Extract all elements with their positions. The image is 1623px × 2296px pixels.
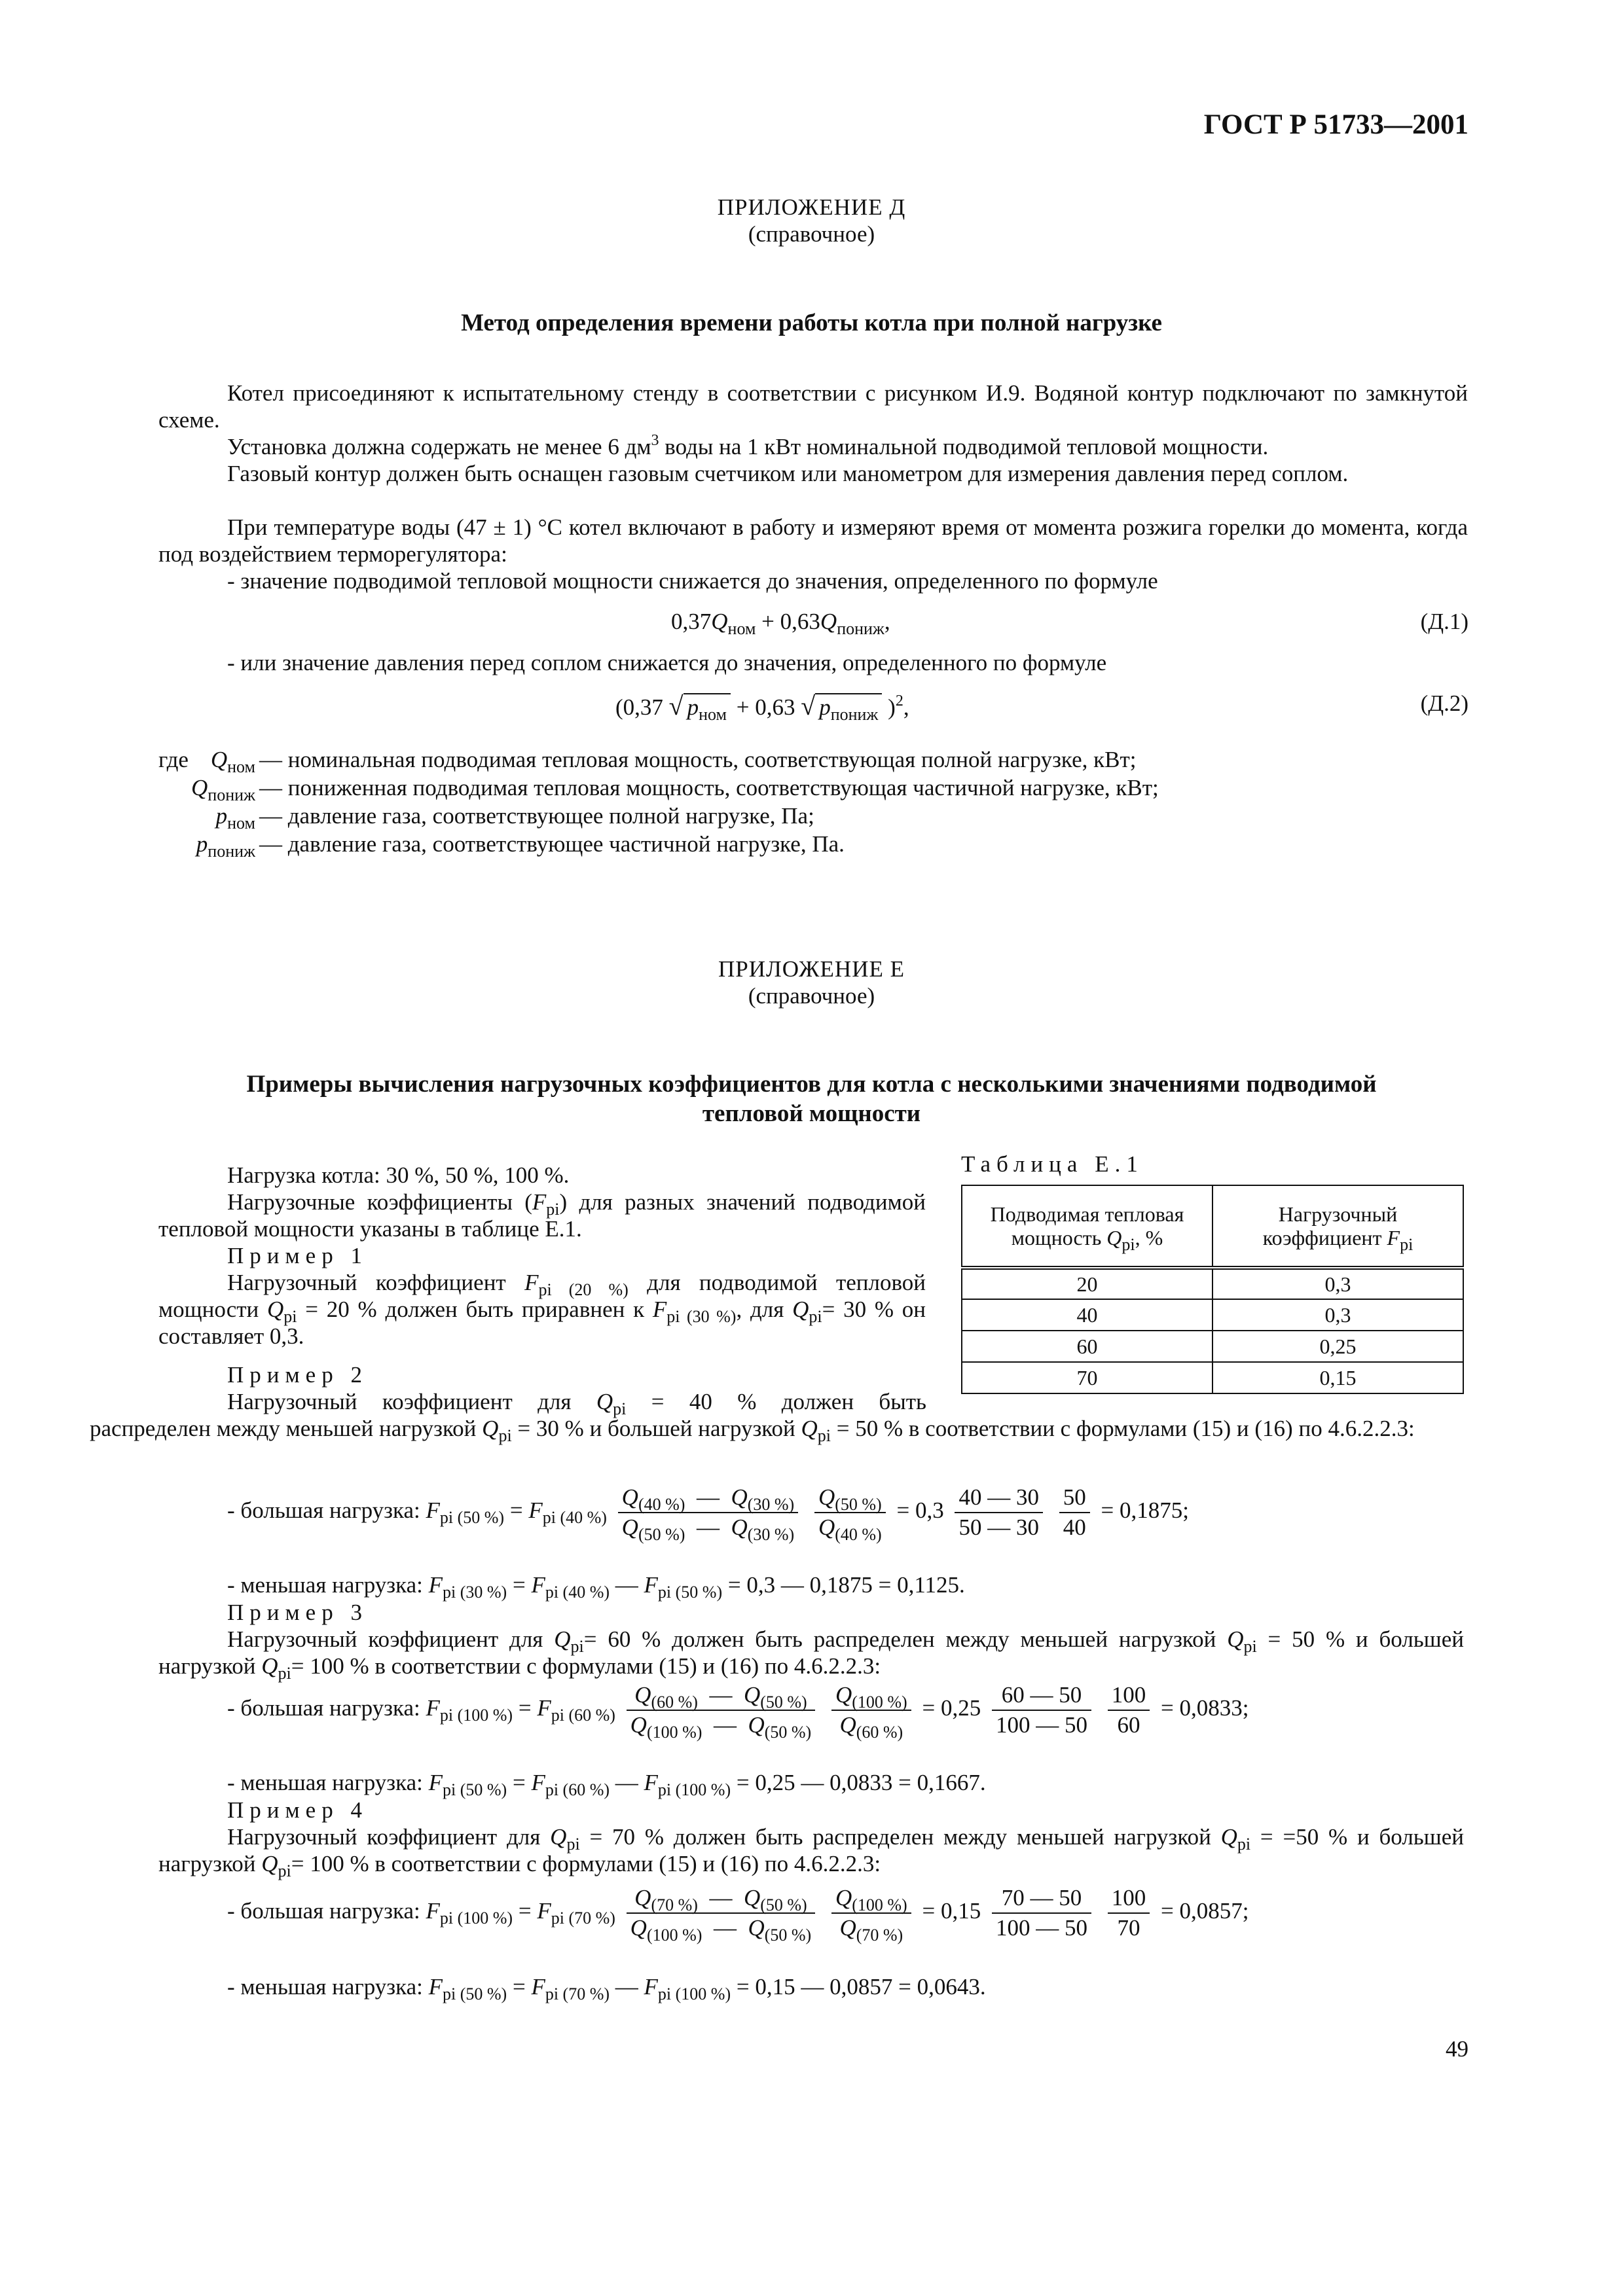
ex1-q1-sub: pi [283,1307,297,1326]
ex3-big-frac2-den [831,1711,911,1742]
formula-d1-coef-b: + 0,63 [761,609,820,634]
example-3-text [158,1626,1464,1683]
ex3-big-frac4-den: 60 [1117,1712,1140,1738]
def-sub: ном [227,757,255,776]
formula-d2-end: , [903,694,909,720]
f-sub: pi (50 %) [657,1583,723,1602]
f: F [644,1572,658,1598]
ex2-big-k: = 0,3 [896,1498,944,1524]
f: F [531,1974,545,2000]
table-header-power [962,1185,1213,1268]
table-cell-coef: 0,3 [1213,1299,1463,1331]
ex1-b: для подводимой тепловой мощности [158,1270,926,1322]
ex2-c: = 30 % и большей нагрузкой [511,1416,801,1441]
appendix-d-paragraph-3 [158,460,1468,487]
formula-d1-sub1: ном [727,619,756,638]
ex1-q2-sub: pi [809,1307,822,1326]
definition-text: — давление газа, соответствующее полной нагрузке, Па; [259,803,814,829]
ex2-q2-sub: pi [498,1426,512,1445]
th-coef-line2: коэффициент [1262,1226,1387,1249]
ex4-big-frac4 [1108,1885,1150,1941]
table-row [962,1331,1463,1362]
p2-text-a: Установка должна содержать не менее 6 дм [227,434,651,459]
formula-d1-end: , [884,609,890,634]
ex4-big-frac4-den: 70 [1117,1915,1140,1941]
ex4-big-frac3-den: 100 — 50 [995,1915,1087,1941]
ex4-big-equation: - большая нагрузка: $F_{pi (100 \%)} = F_{pi (70 \%)}$ $\frac{Q_{(70 \%)} — Q_{(50 \%)}}{Q_{(100 \%)} — Q_{(50 \%)}}$ $\frac{Q_{(100 \%)}}{Q_{(70 \%)}}$ = 0,15 $\frac{70 — 50}{100 — 50}$ $\frac{100}{70}$ = 0,0857; [227,1885,1249,1945]
ex4-big-label: - большая нагрузка: [227,1898,420,1924]
ex4-q3-sub: pi [278,1861,291,1880]
f-sub: pi (70 %) [551,1909,615,1928]
ex3-q1: Q [554,1626,571,1652]
f-sub: pi (100 %) [439,1909,513,1928]
q: Q [839,1712,856,1738]
formula-d2-p1: p [687,694,699,720]
ex3-big-frac3 [992,1682,1091,1738]
ex2-q3-sub: pi [817,1426,831,1445]
example-2-title: Пример 2 [227,1362,368,1388]
ex4-big-frac2-den [831,1914,911,1945]
th-power-line1: Подводимая тепловая [990,1202,1184,1226]
q: Q [748,1712,765,1738]
formula-d1-label: (Д.1) [1420,609,1468,634]
ex4-q3: Q [261,1851,278,1876]
ex4-small-equation: - меньшая нагрузка: $F_{pi (50 \%)} = F_{pi (70 \%)}$ — $F_{pi (100 \%)} = 0,15$ — 0,0857 = 0,0643. [227,1974,986,2003]
f: F [428,1770,443,1795]
ex3-q2-sub: pi [1243,1637,1257,1656]
coef-f-sub: pi [546,1200,560,1219]
ex3-q2: Q [1227,1626,1244,1652]
sqrt-icon: √ [801,691,816,721]
ex3-small-label: - меньшая нагрузка: [227,1770,423,1795]
ex1-c: = 20 % должен быть приравнен к [297,1297,653,1322]
ex2-big-f1: F [426,1498,440,1524]
q: Q [630,1712,647,1738]
ex4-d: = 100 % в соответствии с формулами (15) и (16) по 4.6.2.2.3: [291,1851,881,1876]
f-sub: pi (50 %) [442,1984,507,2003]
table-header-coef [1213,1185,1463,1268]
ex4-big-frac1 [627,1885,816,1945]
ex4-small-label: - меньшая нагрузка: [227,1974,423,2000]
q-sub: (50 %) [764,1926,812,1945]
appendix-e-subtitle: (справочное) [748,983,875,1009]
ex3-a: Нагрузочный коэффициент для [227,1626,555,1652]
q: Q [731,1484,748,1510]
formula-d2 [615,691,909,724]
ex3-big-label: - большая нагрузка: [227,1695,420,1721]
appendix-e-heading-1: Примеры вычисления нагрузочных коэффициентов для котла с несколькими значениями подводимой [246,1071,1377,1098]
q-sub: (100 %) [852,1693,907,1712]
ex3-small-result: = 0,25 — 0,0833 = 0,1667. [736,1770,986,1795]
appendix-d-paragraph-2 [227,433,1268,460]
ex4-c: = =50 % и большей нагрузкой [158,1824,1464,1876]
example-2-text [90,1388,1464,1445]
th-power-unit: , % [1135,1226,1163,1249]
coef-text-b: ) для разных значений подводимой тепловой мощности указаны в таблице Е.1. [158,1189,926,1242]
q: Q [630,1915,647,1941]
f-sub: pi (100 %) [439,1706,513,1725]
th-f: F [1387,1226,1400,1249]
def-sym: p [196,831,208,857]
q: Q [731,1515,748,1540]
q: Q [748,1915,765,1941]
ex3-q1-sub: pi [570,1637,584,1656]
f-sub: pi (60 %) [551,1706,615,1725]
ex2-big-frac4-den: 40 [1063,1515,1086,1540]
definition-text: — пониженная подводимая тепловая мощность, соответствующая частичной нагрузке, кВт; [259,775,1159,800]
definition-symbol [215,802,255,833]
def-sub: ном [227,814,255,833]
formula-d2-power: 2 [895,692,903,709]
sqrt-icon: √ [668,691,684,721]
ex4-big-frac4-num: 100 [1108,1885,1150,1914]
ex3-big-frac3-num: 60 — 50 [992,1682,1091,1711]
q-sub: (50 %) [638,1525,685,1544]
q-sub: (100 %) [852,1895,907,1914]
ex2-big-f1-sub: pi (50 %) [439,1508,505,1528]
definition-symbol [210,746,255,776]
ex2-big-result: = 0,1875; [1101,1498,1189,1524]
formula-d2-close: ) [888,694,896,720]
table-cell-coef: 0,15 [1213,1362,1463,1393]
f: F [531,1572,545,1598]
f-sub: pi (100 %) [657,1984,731,2003]
ex4-small-result: = 0,15 — 0,0857 = 0,0643. [736,1974,986,2000]
ex2-big-frac3-den: 50 — 30 [958,1515,1039,1540]
ex4-big-frac1-den: $Q_{(100 \%)}$ — $Q_{(50 \%)}$ [630,1915,812,1945]
f: F [644,1974,658,2000]
q: Q [621,1484,638,1510]
q-sub: (100 %) [646,1723,702,1742]
table-cell-power: 20 [962,1268,1213,1299]
formula-d2-p2: p [819,694,831,720]
formula-d2-coef-b: + 0,63 [736,694,795,720]
q-sub: (50 %) [760,1895,807,1914]
ex1-d: , для [736,1297,793,1322]
q: Q [634,1682,651,1708]
f: F [537,1695,551,1721]
appendix-d-subtitle: (справочное) [748,221,875,247]
q: Q [839,1915,856,1941]
q: Q [634,1885,651,1910]
ex2-big-frac1 [618,1484,799,1544]
f: F [428,1974,443,2000]
ex2-q2: Q [482,1416,499,1441]
ex3-big-frac1-num: $Q_{(60 \%)}$ — $Q_{(50 \%)}$ [627,1682,816,1711]
ex1-e: = 30 % он составляет 0,3. [158,1297,926,1349]
q-sub: (40 %) [638,1495,685,1514]
f: F [428,1572,443,1598]
table-e1 [961,1185,1464,1394]
q-sub: (100 %) [646,1926,702,1945]
q-sub: (30 %) [747,1525,795,1544]
q-sub: (40 %) [835,1525,882,1544]
f-sub: pi (100 %) [657,1780,731,1799]
table-cell-power: 70 [962,1362,1213,1393]
ex3-big-frac4-num: 100 [1108,1682,1150,1711]
table-row [962,1268,1463,1299]
ex4-big-frac3 [992,1885,1091,1941]
ex4-big-frac1-num: $Q_{(70 \%)}$ — $Q_{(50 \%)}$ [627,1885,816,1914]
q: Q [621,1515,638,1540]
ex1-f1: F [524,1270,539,1295]
q: Q [743,1682,761,1708]
q-sub: (60 %) [651,1693,698,1712]
table-row [962,1299,1463,1331]
where-word: где [158,747,189,772]
ex2-rest: распределен между меньшей нагрузкой $Q_{pi} = 30$ % и большей нагрузкой $Q_{pi} = 50$ % в соответствии с формулами (15) и (16) по 4.6.2.2.3: [90,1416,1415,1445]
formula-d1-q1: Q [711,609,728,634]
ex3-q3: Q [261,1653,278,1679]
ex3-big-result: = 0,0833; [1160,1695,1249,1721]
f: F [426,1898,440,1924]
appendix-d-paragraph-6: - или значение давления перед соплом снижается до значения, определенного по формуле [227,650,1107,675]
ex3-big-equation: - большая нагрузка: $F_{pi (100 \%)} = F_{pi (60 \%)}$ $\frac{Q_{(60 \%)} — Q_{(50 \%)}}{Q_{(100 \%)} — Q_{(50 \%)}}$ $\frac{Q_{(100 \%)}}{Q_{(60 \%)}}$ = 0,25 $\frac{60 — 50}{100 — 50}$ $\frac{100}{60}$ = 0,0833; [227,1682,1249,1742]
th-q-sub: pi [1122,1235,1135,1254]
q: Q [743,1885,761,1910]
formula-d2-sub1: ном [699,705,727,724]
ex4-big-frac2 [831,1885,911,1945]
ex4-q2-sub: pi [1237,1835,1251,1854]
ex4-a: Нагрузочный коэффициент для [227,1824,551,1850]
ex3-big-frac2-num [831,1682,911,1711]
q-sub: (50 %) [764,1723,812,1742]
appendix-d-heading: Метод определения времени работы котла при полной нагрузке [461,310,1162,336]
ex2-small-label: - меньшая нагрузка: [227,1572,423,1598]
ex1-f2: F [652,1297,667,1322]
th-f-sub: pi [1400,1235,1413,1254]
ex4-big-frac2-num [831,1885,911,1914]
ex2-q3: Q [801,1416,818,1441]
formula-d1 [671,609,890,638]
formula-d2-open: (0,37 [615,694,663,720]
ex2-a: Нагрузочный коэффициент для [227,1389,596,1414]
table-caption: Таблица Е.1 [961,1151,1144,1177]
coef-text-a: Нагрузочные коэффициенты ( [227,1189,532,1215]
ex2-small-result: = 0,3 — 0,1875 = 0,1125. [727,1572,965,1598]
ex2-big-f2: F [528,1498,543,1524]
definition-symbol [191,774,255,804]
p3-text: Газовый контур должен быть оснащен газовым счетчиком или манометром для измерения давления перед соплом. [227,461,1349,486]
q: Q [818,1515,835,1540]
table-cell-power: 40 [962,1299,1213,1331]
ex3-big-frac2 [831,1682,911,1742]
page-number: 49 [1446,2036,1468,2062]
q-sub: (30 %) [747,1495,795,1514]
f-sub: pi (70 %) [545,1984,610,2003]
q-sub: (70 %) [856,1926,903,1945]
table-cell-power: 60 [962,1331,1213,1362]
ex2-small-equation: - меньшая нагрузка: $F_{pi (30 \%)} = F_{pi (40 \%)}$ — $F_{pi (50 \%)} = 0,3$ — 0,1875 = 0,1125. [227,1572,965,1602]
example-4-title: Пример 4 [227,1797,368,1823]
q: Q [818,1484,835,1510]
ex4-q1: Q [550,1824,567,1850]
p2-superscript: 3 [651,432,659,449]
ex3-b: = 60 % должен быть распределен между меньшей нагрузкой [583,1626,1228,1652]
f: F [531,1770,545,1795]
ex2-q1: Q [596,1389,613,1414]
example-3-title: Пример 3 [227,1600,368,1625]
formula-d1-q2: Q [820,609,837,634]
example-1-title: Пример 1 [227,1243,368,1268]
definition-text: — номинальная подводимая тепловая мощность, соответствующая полной нагрузке, кВт; [259,747,1137,772]
ex4-big-frac3-num: 70 — 50 [992,1885,1091,1914]
f: F [644,1770,658,1795]
appendix-d-paragraph-1 [158,380,1468,433]
formula-d1-coef-a: 0,37 [671,609,712,634]
th-power-line2: мощность [1011,1226,1107,1249]
table-header-row [962,1185,1463,1268]
formula-d1-sub2: пониж [837,619,884,638]
document-code: ГОСТ Р 51733—2001 [1203,109,1468,140]
ex3-big-frac3-den: 100 — 50 [995,1712,1087,1738]
example-1-text [158,1269,926,1350]
f-sub: pi (60 %) [545,1780,610,1799]
ex2-big-frac2-den [814,1513,886,1544]
th-q: Q [1106,1226,1122,1249]
ex3-d: = 100 % в соответствии с формулами (15) и (16) по 4.6.2.2.3: [291,1653,881,1679]
ex2-big-frac4-num: 50 [1059,1484,1090,1513]
ex3-big-k: = 0,25 [922,1695,981,1721]
ex3-c: = 50 % и большей нагрузкой [158,1626,1464,1679]
ex2-big-f2-sub: pi (40 %) [542,1508,607,1528]
definition-symbol [196,831,255,861]
ex2-big-frac3-num: 40 — 30 [955,1484,1043,1513]
p1-text: Котел присоединяют к испытательному стенду в соответствии с рисунком И.9. Водяной контур подключают по замкнутой схеме. [158,380,1468,433]
formula-d2-radicand-1 [684,693,731,724]
ex1-sub1: pi (20 %) [538,1280,629,1299]
ex2-big-label: - большая нагрузка: [227,1498,420,1524]
ex1-a: Нагрузочный коэффициент [227,1270,525,1295]
ex3-q3-sub: pi [278,1664,291,1683]
ex2-big-frac4 [1059,1484,1090,1541]
ex3-small-equation: - меньшая нагрузка: $F_{pi (50 \%)} = F_{pi (60 \%)}$ — $F_{pi (100 \%)} = 0,25$ — 0,0833 = 0,1667. [227,1770,986,1799]
f-sub: pi (40 %) [545,1583,610,1602]
q-sub: (60 %) [856,1723,903,1742]
def-sym: p [215,803,228,829]
definition-text: — давление газа, соответствующее частичной нагрузке, Па. [259,831,845,857]
appendix-e-title: ПРИЛОЖЕНИЕ Е [718,956,905,982]
q: Q [835,1682,852,1708]
ex2-q1-sub: pi [613,1399,627,1418]
q: Q [835,1885,852,1910]
formula-d2-sub2: пониж [830,705,879,724]
formula-d2-label: (Д.2) [1420,691,1468,716]
ex2-big-frac1-den: $Q_{(50 \%)}$ — $Q_{(30 \%)}$ [621,1515,795,1544]
f-sub: pi (50 %) [442,1780,507,1799]
f: F [537,1898,551,1924]
f: F [426,1695,440,1721]
ex2-big-frac1-num: $Q_{(40 \%)}$ — $Q_{(30 \%)}$ [618,1484,799,1513]
table-cell-coef: 0,3 [1213,1268,1463,1299]
ex1-q1: Q [267,1297,284,1322]
ex2-big-equation: - большая нагрузка: $F_{pi (50 \%)} = F_{pi (40 \%)}$ $\frac{Q_{(40 \%)} — Q_{(30 \%)}}{Q_{(50 \%)} — Q_{(30 \%)}}$ $\frac{Q_{(50 \%)}}{Q_{(40 \%)}}$ = 0,3 $\frac{40 — 30}{50 — 30}$ $\frac{50}{40}$ = 0,1875; [227,1484,1189,1544]
appendix-e-heading-2: тепловой мощности [702,1100,921,1127]
def-sub: пониж [208,842,255,861]
ex4-big-k: = 0,15 [922,1898,981,1924]
ex3-big-frac1 [627,1682,816,1742]
load-line: Нагрузка котла: 30 %, 50 %, 100 %. [227,1162,570,1188]
f-sub: pi (30 %) [442,1583,507,1602]
ex4-big-result: = 0,0857; [1160,1898,1249,1924]
ex4-q2: Q [1220,1824,1237,1850]
def-sym: Q [191,775,208,800]
ex1-q2: Q [792,1297,809,1322]
q-sub: (50 %) [760,1693,807,1712]
ex4-q1-sub: pi [566,1835,580,1854]
ex2-big-frac2-num [814,1484,886,1513]
appendix-d-paragraph-4 [158,514,1468,567]
formula-d2-radicand-2 [815,693,882,724]
ex2-first-line: Нагрузочный коэффициент для $Q_{pi} = 40$ % должен быть [227,1389,926,1418]
th-coef-line1: Нагрузочный [1278,1202,1398,1226]
p2-text-b: воды на 1 кВт номинальной подводимой тепловой мощности. [659,434,1269,459]
table-cell-coef: 0,25 [1213,1331,1463,1362]
q-sub: (50 %) [835,1495,882,1514]
appendix-d-paragraph-5: - значение подводимой тепловой мощности снижается до значения, определенного по формуле [227,568,1158,594]
def-sym: Q [210,747,228,772]
example-4-text [158,1823,1464,1880]
coef-f: F [532,1189,547,1215]
ex3-big-frac1-den: $Q_{(100 \%)}$ — $Q_{(50 \%)}$ [630,1712,812,1742]
ex2-d: = 50 % в соответствии с формулами (15) и (16) по 4.6.2.2.3: [831,1416,1415,1441]
appendix-d-title: ПРИЛОЖЕНИЕ Д [717,194,906,220]
ex2-big-frac2 [814,1484,886,1544]
q-sub: (70 %) [651,1895,698,1914]
def-sub: пониж [208,785,255,804]
ex4-b: = 70 % должен быть распределен между меньшей нагрузкой [579,1824,1221,1850]
ex2-big-frac3 [955,1484,1043,1541]
ex1-sub2: pi (30 %) [666,1307,737,1326]
coef-paragraph [158,1189,926,1242]
p4-text: При температуре воды (47 ± 1) °С котел включают в работу и измеряют время от момента розжига горелки до момента, когда под воздействием терморегулятора: [158,514,1468,567]
ex3-big-frac4 [1108,1682,1150,1738]
